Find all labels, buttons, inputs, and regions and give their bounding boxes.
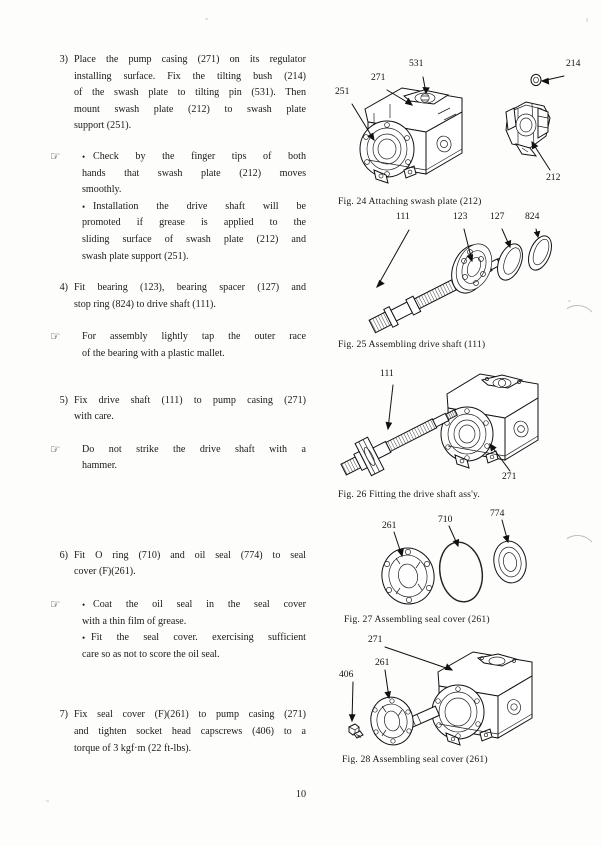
figure-25-svg: [330, 207, 592, 335]
note-3-body: [82, 442, 306, 475]
page-number: 10: [295, 789, 307, 800]
note-1-b2-line-4: swash plate support (251).: [82, 250, 189, 262]
note-1-bullet-2: [82, 199, 306, 265]
note-4-bullet-1: [82, 597, 306, 630]
figure-27-artwork: [330, 506, 592, 610]
step-3-line-2: installing surface. Fix the tilting bush (214): [74, 70, 306, 82]
pointing-hand-icon: ☞: [50, 150, 60, 163]
note-2-line-1: For assembly lightly tap the outer race: [82, 331, 306, 343]
note-1-b1-line-1: • Check by the finger tips of both: [93, 150, 306, 162]
note-1-b2-line-1: • Installation the drive shaft will be: [93, 200, 306, 212]
step-7-line-1: Fix seal cover (F)(261) to pump casing (271): [74, 709, 306, 721]
note-3-line-1: Do not strike the drive shaft with a: [82, 443, 306, 455]
pointing-hand-icon: ☞: [50, 443, 60, 456]
note-4-b1-line-1: • Coat the oil seal in the seal cover: [93, 599, 306, 611]
step-4-line-2: stop ring (824) to drive shaft (111).: [74, 298, 216, 310]
figure-24-caption: Fig. 24 Attaching swash plate (212): [338, 196, 482, 207]
figure-25-callout-123: 123: [453, 211, 468, 222]
scan-speck: [46, 800, 49, 802]
note-4-body: [82, 597, 306, 663]
figure-24: [330, 52, 592, 207]
step-6: [48, 548, 306, 581]
step-7-line-2: and tighten socket head capscrews (406) to a: [74, 726, 306, 738]
figure-25-artwork: [330, 207, 592, 335]
step-7-body: [74, 707, 306, 757]
figure-26-svg: [330, 358, 592, 486]
figure-27-callout-774: 774: [490, 508, 505, 519]
figure-27-callout-710: 710: [438, 514, 453, 525]
figure-24-callout-271: 271: [371, 72, 386, 83]
step-6-line-1: Fit O ring (710) and oil seal (774) to seal: [74, 549, 306, 561]
figure-28-callout-271: 271: [368, 634, 383, 645]
figure-28-svg: [330, 632, 592, 752]
figure-26: [330, 358, 592, 500]
note-3: [48, 442, 306, 475]
figures-column: [330, 0, 592, 846]
instructions-column: [48, 52, 306, 757]
figure-25-callout-127: 127: [490, 211, 505, 222]
scan-speck: [205, 18, 208, 20]
note-4-b1-line-2: with a thin film of grease.: [82, 615, 187, 627]
step-3-line-3: of the swash plate to tilting pin (531). Then: [74, 87, 306, 99]
note-4-b2-line-2: care so as not to score the oil seal.: [82, 648, 220, 660]
step-6-line-2: cover (F)(261).: [74, 566, 136, 578]
figure-25: [330, 207, 592, 350]
step-7: [48, 707, 306, 757]
figure-28-caption: Fig. 28 Assembling seal cover (261): [342, 754, 488, 765]
pointing-hand-icon: ☞: [50, 599, 60, 612]
note-3-line-2: hammer.: [82, 460, 118, 472]
step-5-body: [74, 393, 306, 426]
note-2-line-2: of the bearing with a plastic mallet.: [82, 347, 225, 359]
note-2-body: [82, 329, 306, 362]
note-2: [48, 329, 306, 362]
step-6-body: [74, 548, 306, 581]
step-4-body: [74, 280, 306, 313]
step-3-number: 3): [59, 54, 68, 65]
step-7-number: 7): [59, 709, 68, 721]
figure-24-callout-212: 212: [546, 172, 561, 183]
step-7-line-3: torque of 3 kgf·m (22 ft-lbs).: [74, 742, 192, 754]
note-4-bullet-2: [82, 630, 306, 663]
figure-26-callout-271: 271: [502, 471, 517, 482]
figure-26-callout-111: 111: [380, 368, 394, 379]
figure-24-artwork: [330, 52, 592, 192]
note-4: [48, 597, 306, 663]
step-4: [48, 280, 306, 313]
step-5-number: 5): [59, 394, 68, 406]
figure-28: [330, 632, 592, 765]
figure-25-callout-111: 111: [396, 211, 410, 222]
figure-25-callout-824: 824: [525, 211, 540, 222]
step-4-line-1: Fit bearing (123), bearing spacer (127) and: [74, 282, 306, 294]
figure-26-artwork: [330, 358, 592, 486]
figure-27-caption: Fig. 27 Assembling seal cover (261): [344, 614, 490, 625]
figure-27-callout-261: 261: [382, 520, 397, 531]
note-1-b2-line-2: promoted if grease is applied to the: [82, 217, 306, 229]
note-4-b2-line-1: • Fit the seal cover. exercising sufficient: [91, 632, 306, 644]
note-1: [48, 149, 306, 265]
step-3-line-4: mount swash plate (212) to swash plate: [74, 103, 306, 115]
figure-27-svg: [330, 506, 592, 610]
step-5-line-2: with care.: [74, 411, 114, 423]
figure-27: [330, 506, 592, 625]
pointing-hand-icon: ☞: [50, 331, 60, 344]
figure-24-callout-251: 251: [335, 86, 350, 97]
note-1-body: [82, 149, 306, 265]
figure-26-caption: Fig. 26 Fitting the drive shaft ass'y.: [338, 489, 480, 500]
step-3-line-5: support (251).: [74, 120, 132, 132]
note-1-b1-line-3: smoothly.: [82, 184, 122, 196]
step-3-line-1: Place the pump casing (271) on its regulator: [74, 54, 306, 65]
figure-24-svg: [330, 52, 592, 192]
note-1-b2-line-3: sliding surface of swash plate (212) and: [82, 233, 306, 245]
figure-28-callout-261: 261: [375, 657, 390, 668]
figure-28-artwork: [330, 632, 592, 752]
figure-28-callout-406: 406: [339, 669, 354, 680]
figure-24-callout-214: 214: [566, 58, 581, 69]
step-5: [48, 393, 306, 426]
figure-25-caption: Fig. 25 Assembling drive shaft (111): [338, 339, 486, 350]
step-3: [48, 52, 306, 135]
note-1-b1-line-2: hands that swash plate (212) moves: [82, 167, 306, 179]
step-3-body: [74, 52, 306, 135]
note-1-bullet-1: [82, 149, 306, 199]
step-4-number: 4): [59, 282, 68, 294]
step-5-line-1: Fix drive shaft (111) to pump casing (271): [74, 394, 306, 406]
step-6-number: 6): [59, 549, 68, 561]
figure-24-callout-531: 531: [409, 58, 424, 69]
